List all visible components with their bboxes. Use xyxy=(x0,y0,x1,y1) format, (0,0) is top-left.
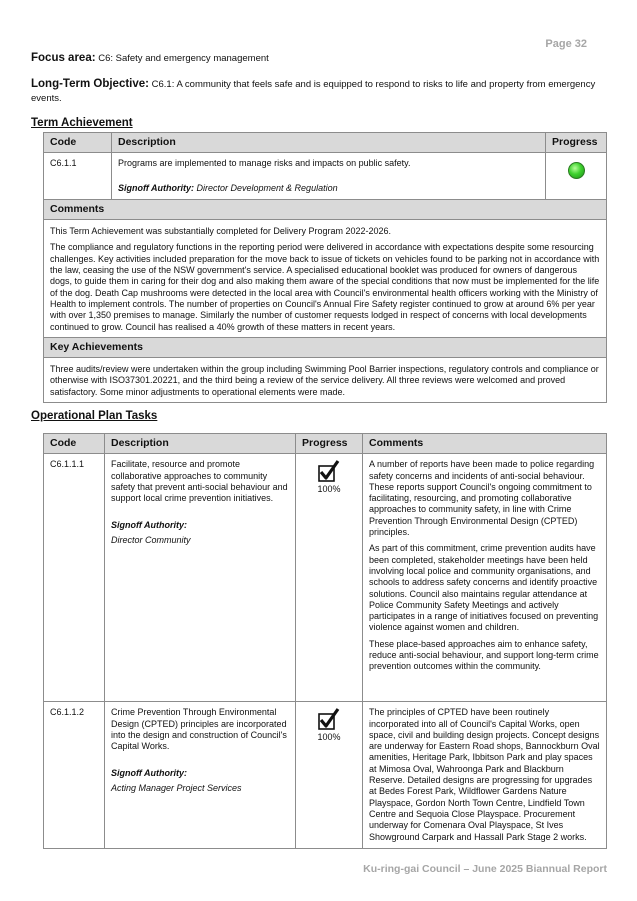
report-footer: Ku-ring-gai Council – June 2025 Biannual Report xyxy=(363,863,607,875)
focus-area-label: Focus area: xyxy=(31,52,96,64)
term-comments xyxy=(44,220,607,338)
checkbox-checked-icon xyxy=(317,459,341,483)
task-signoff-label: Signoff Authority: xyxy=(111,520,187,531)
ops-description-header: Description xyxy=(105,434,296,454)
task-description xyxy=(105,454,296,702)
key-achievements-header: Key Achievements xyxy=(44,337,607,357)
task-comments xyxy=(363,454,607,702)
term-comment-paragraph: This Term Achievement was substantially completed for Delivery Program 2022-2026. xyxy=(50,226,391,237)
term-comment-paragraph: The compliance and regulatory functions in the reporting period were delivered in accordance with expectations despite some resourcing challenges. Key activities included preparation for the move back to issue of tickets on vehicles found to be parking not in accordance with the law, ceasing the use of the NSW government's service. A specialised educational booklet was produced for owners of dangerous dogs, to guide them in caring for their dog and also making them aware of the special conditions that now must be implemented for the life of the dog. Death Cap mushrooms were detected in the local area with Council's environmental health officers working with the Ministry of Health to implement controls. The number of properties on Council's Annual Fire Safety register continued to grow at around 6% per year with over 1,350 premises to manage. Similarly the number of customer requests lodged in respect of concerns with local developments continued to grow. Council has realised a 40% growth of these matters in recent years. xyxy=(50,242,600,332)
operational-plan-table xyxy=(43,433,607,849)
task-progress-percent: 100% xyxy=(317,484,341,495)
status-indicator-icon xyxy=(568,162,585,179)
task-progress xyxy=(296,702,363,849)
task-description-text: Facilitate, resource and promote collaborative approaches to community safety that prevent anti-social behaviour and support local crime prevention initiatives. xyxy=(111,459,288,504)
term-signoff-value: Director Development & Regulation xyxy=(196,182,338,193)
ops-comments-header: Comments xyxy=(363,434,607,454)
key-achievements-row xyxy=(44,358,607,403)
term-achievement-table xyxy=(43,132,607,403)
term-progress-header: Progress xyxy=(546,133,607,153)
ops-header-row xyxy=(44,434,607,454)
table-row xyxy=(44,454,607,702)
term-achievement-heading: Term Achievement xyxy=(31,117,133,129)
term-progress xyxy=(546,153,607,200)
comments-row xyxy=(44,220,607,338)
long-term-objective xyxy=(31,77,606,106)
task-comment-paragraph: As part of this commitment, crime prevention audits have been completed, stakeholder meetings have been held involving local police and community organisations, and schools to address safety concerns and identify proactive solutions. Council also maintains regular attendance at Police Community Safety Meetings and actively participates in a range of initiatives focused on preventing violence against women and children. xyxy=(369,543,599,633)
task-comment-paragraph: The principles of CPTED have been routinely incorporated into all of Council's Capital Works, open space, civil and building design projects. Concept designs are underway for Eastern Road shops, Bannockburn Oval amenities, Heritage Park, Ibbitson Park and play spaces at Mimosa Oval, Wahroonga Park and Blackburn Reserve. Detailed designs are progressing for upgrades at Bedes Forest Park, Wildflower Gardens Nature Playspace, Gordon North Town Centre, Lindfield Town Centre and Sequoia Close Playspace. Procurement underway for Comenara Oval Playspace, St Ives Showground Carpark and Hassall Park Stage 2 works. xyxy=(369,707,600,842)
task-comment-paragraph: These place-based approaches aim to enhance safety, reduce anti-social behaviour, and support long-term crime prevention outcomes within the community. xyxy=(369,638,599,672)
term-description-text: Programs are implemented to manage risks and impacts on public safety. xyxy=(118,158,411,169)
term-code: C6.1.1 xyxy=(44,153,112,200)
comments-header-row xyxy=(44,199,607,219)
task-code: C6.1.1.1 xyxy=(44,454,105,702)
page-number: Page 32 xyxy=(545,38,587,50)
objective-label: Long-Term Objective: xyxy=(31,78,149,90)
task-description xyxy=(105,702,296,849)
task-comments xyxy=(363,702,607,849)
table-row xyxy=(44,153,607,200)
objective-text: C6.1: A community that feels safe and is equipped to respond to risks to life and property from emergency events. xyxy=(31,79,596,104)
ops-progress-header: Progress xyxy=(296,434,363,454)
term-description xyxy=(112,153,546,200)
focus-area xyxy=(31,52,601,64)
checkbox-checked-icon xyxy=(317,707,341,731)
task-description-text: Crime Prevention Through Environmental Design (CPTED) principles are incorporated into the design and construction of Council's Capital Works. xyxy=(111,707,287,752)
focus-area-text: C6: Safety and emergency management xyxy=(98,53,269,64)
operational-plan-heading: Operational Plan Tasks xyxy=(31,410,158,422)
task-comment-paragraph: A number of reports have been made to police regarding safety concerns and incidents of anti-social behaviour. These reports support Council's ongoing commitment to facilitating, resourcing, and promoting collaborative approaches to community safety, in line with Crime Prevention Through Environmental Design (CPTED) principles. xyxy=(369,459,595,538)
key-achievements-text: Three audits/review were undertaken within the group including Swimming Pool Barrier inspections, regulatory controls and compliance or otherwise with ISO37301.20221, and the third being a review of the service delivery. All three reviews were welcomed and proved satisfactory. Some minor adjustments to operational elements were made. xyxy=(44,358,607,403)
ops-code-header: Code xyxy=(44,434,105,454)
task-signoff-value: Director Community xyxy=(111,534,191,545)
term-header-row xyxy=(44,133,607,153)
task-code: C6.1.1.2 xyxy=(44,702,105,849)
term-description-header: Description xyxy=(112,133,546,153)
comments-header: Comments xyxy=(44,199,607,219)
key-achievements-header-row xyxy=(44,337,607,357)
term-signoff-label: Signoff Authority: xyxy=(118,182,194,193)
task-progress-percent: 100% xyxy=(317,732,341,743)
term-signoff xyxy=(118,183,539,194)
task-progress xyxy=(296,454,363,702)
term-code-header: Code xyxy=(44,133,112,153)
table-row xyxy=(44,702,607,849)
task-signoff-label: Signoff Authority: xyxy=(111,768,187,779)
task-signoff-value: Acting Manager Project Services xyxy=(111,782,242,793)
